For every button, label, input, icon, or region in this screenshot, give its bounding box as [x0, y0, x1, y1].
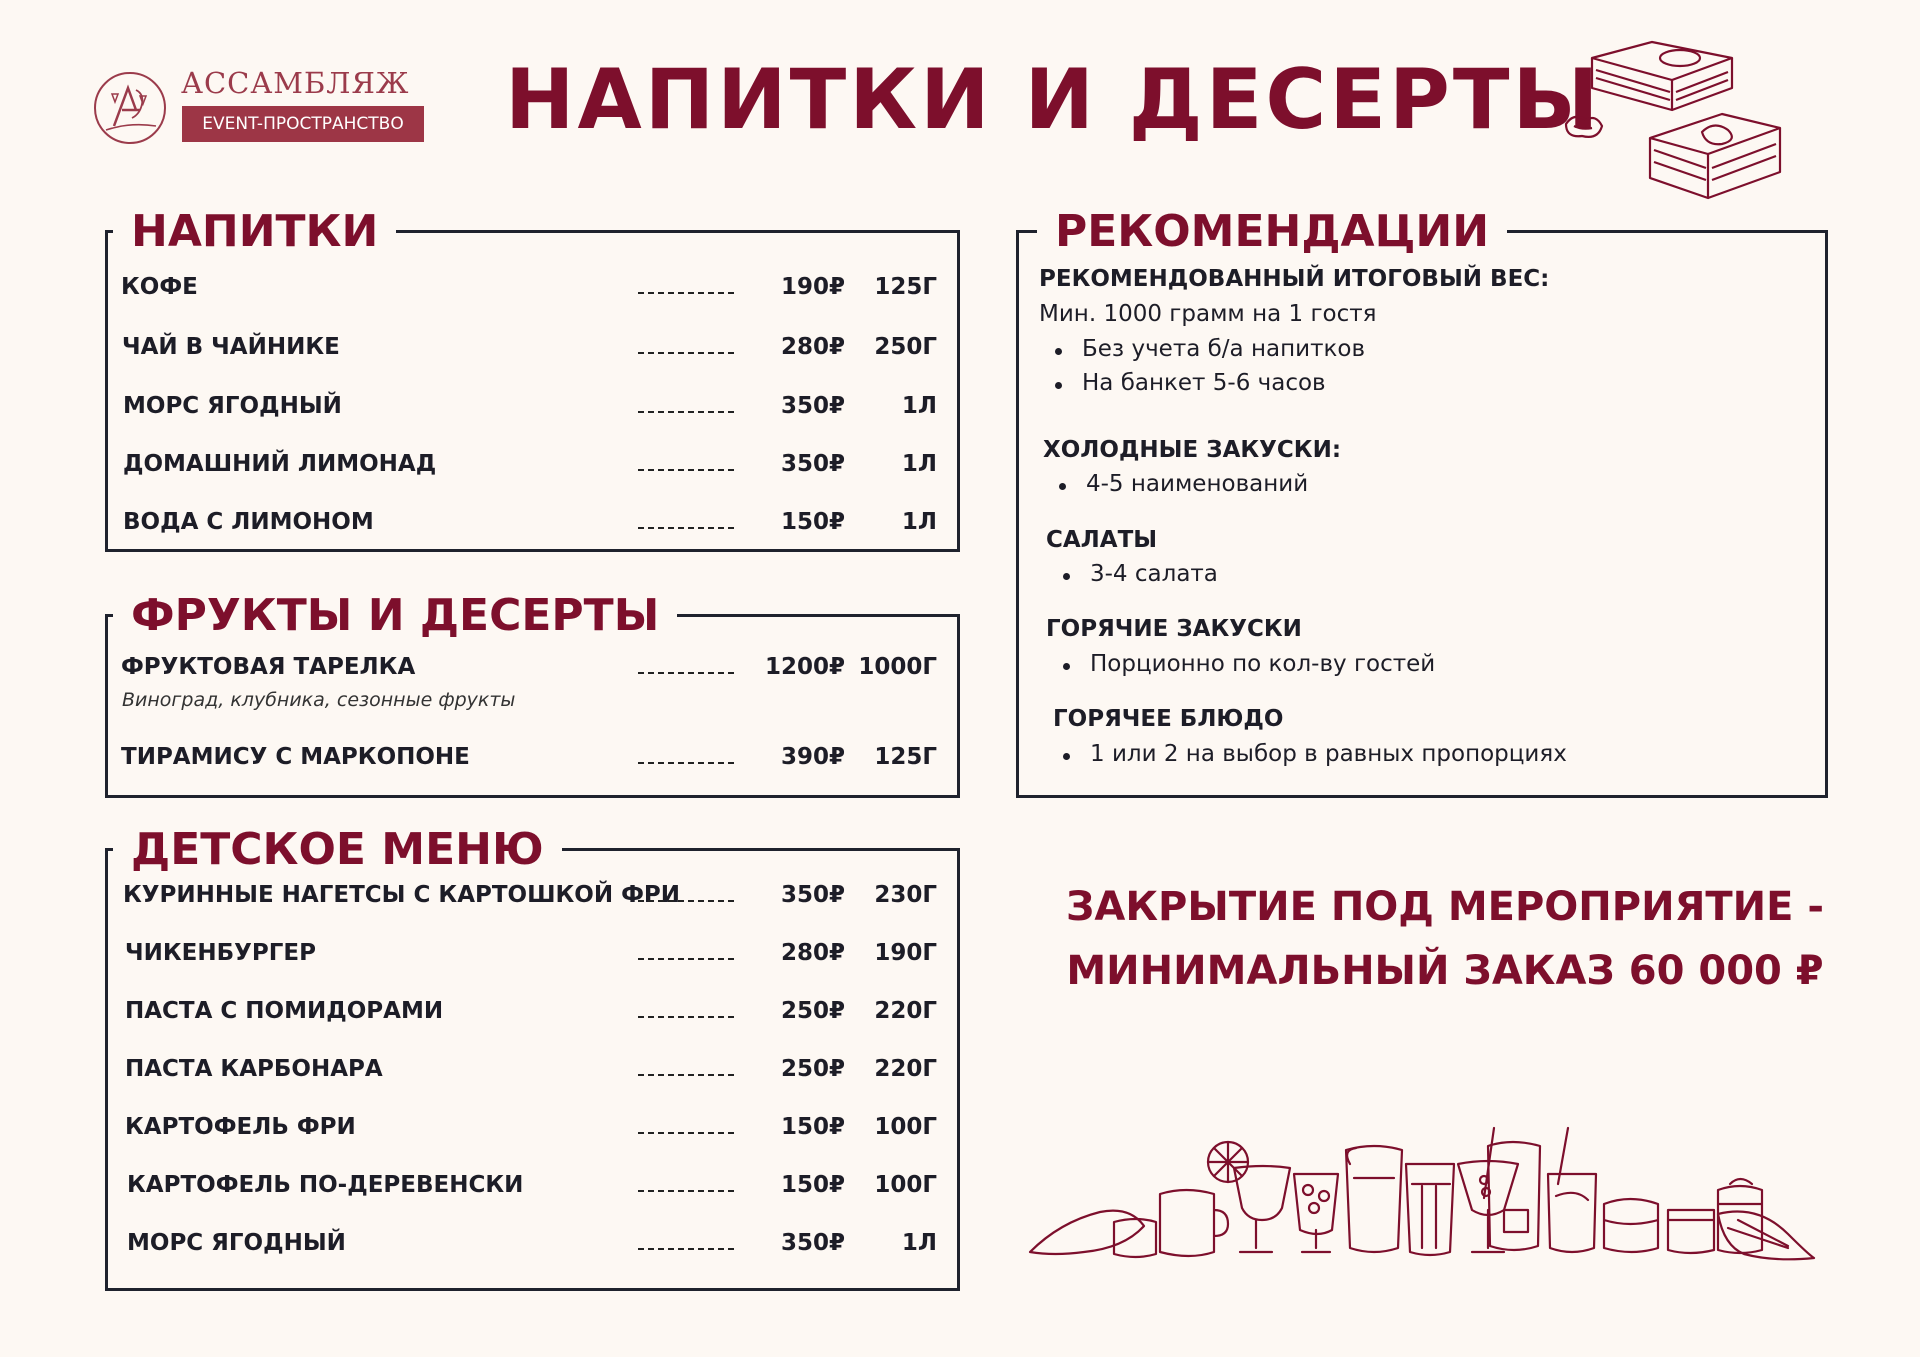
cold-snacks-heading: ХОЛОДНЫЕ ЗАКУСКИ:	[1043, 437, 1342, 463]
salads-heading: САЛАТЫ	[1046, 527, 1158, 553]
item-price: 150₽	[780, 1172, 845, 1198]
item-leader	[638, 411, 734, 413]
item-description: Виноград, клубника, сезонные фрукты	[122, 689, 516, 711]
weight-text: Мин. 1000 грамм на 1 гостя	[1039, 301, 1377, 327]
minimum-order-line-1: ЗАКРЫТИЕ ПОД МЕРОПРИЯТИЕ -	[1065, 884, 1824, 930]
item-leader	[638, 958, 734, 960]
item-qty: 220Г	[874, 998, 937, 1024]
drinks-illustration-icon	[1028, 1124, 1818, 1264]
item-leader	[638, 1248, 734, 1250]
menu-item	[108, 742, 957, 772]
item-leader	[638, 900, 734, 902]
menu-item	[108, 938, 957, 968]
item-name: КАРТОФЕЛЬ ПО-ДЕРЕВЕНСКИ	[127, 1172, 524, 1198]
item-price: 150₽	[780, 509, 845, 535]
cold-snacks-bullet: 4-5 наименований	[1086, 471, 1309, 497]
item-name: ДОМАШНИЙ ЛИМОНАД	[123, 451, 437, 477]
menu-item	[108, 652, 957, 682]
item-price: 390₽	[780, 744, 845, 770]
cake-illustration-icon	[1562, 28, 1788, 204]
menu-item	[108, 332, 957, 362]
item-leader	[638, 1074, 734, 1076]
menu-item	[108, 1170, 957, 1200]
hot-dish-bullet: 1 или 2 на выбор в равных пропорциях	[1090, 741, 1567, 767]
drinks-section	[105, 206, 960, 552]
recommendations-section-title: РЕКОМЕНДАЦИИ	[1037, 208, 1507, 256]
item-name: ВОДА С ЛИМОНОМ	[123, 509, 374, 535]
kids-section	[105, 824, 960, 1291]
item-qty: 100Г	[874, 1114, 937, 1140]
item-qty: 1000Г	[858, 654, 937, 680]
item-qty: 125Г	[874, 274, 937, 300]
item-qty: 125Г	[874, 744, 937, 770]
hot-snacks-bullet: Порционно по кол-ву гостей	[1090, 651, 1436, 677]
item-price: 280₽	[780, 334, 845, 360]
menu-item	[108, 507, 957, 537]
menu-item	[108, 1112, 957, 1142]
item-leader	[638, 762, 734, 764]
menu-item	[108, 391, 957, 421]
menu-item	[108, 272, 957, 302]
logo-name: АССАМБЛЯЖ	[181, 66, 410, 100]
item-name: МОРС ЯГОДНЫЙ	[123, 393, 342, 419]
item-name: ПАСТА С ПОМИДОРАМИ	[125, 998, 444, 1024]
item-name: ЧИКЕНБУРГЕР	[125, 940, 316, 966]
item-leader	[638, 292, 734, 294]
desserts-section-title: ФРУКТЫ И ДЕСЕРТЫ	[113, 592, 677, 640]
item-name: ФРУКТОВАЯ ТАРЕЛКА	[121, 654, 416, 680]
weight-bullet: На банкет 5-6 часов	[1082, 370, 1326, 396]
item-name: ЧАЙ В ЧАЙНИКЕ	[122, 334, 340, 360]
minimum-order-line-2: МИНИМАЛЬНЫЙ ЗАКАЗ 60 000 ₽	[1066, 948, 1824, 994]
menu-item	[108, 880, 957, 910]
logo	[92, 66, 432, 146]
logo-subtitle: EVENT-ПРОСТРАНСТВО	[182, 106, 424, 142]
item-qty: 1Л	[901, 451, 937, 477]
weight-bullet: Без учета б/а напитков	[1082, 336, 1365, 362]
page-title: НАПИТКИ И ДЕСЕРТЫ	[505, 51, 1602, 148]
item-qty: 1Л	[901, 1230, 937, 1256]
item-price: 150₽	[780, 1114, 845, 1140]
menu-item	[108, 1228, 957, 1258]
item-price: 350₽	[780, 1230, 845, 1256]
item-qty: 230Г	[874, 882, 937, 908]
logo-emblem-icon	[92, 70, 168, 146]
item-price: 250₽	[780, 1056, 845, 1082]
recommendations-section	[1016, 206, 1828, 798]
item-qty: 250Г	[874, 334, 937, 360]
item-name: ПАСТА КАРБОНАРА	[125, 1056, 383, 1082]
item-price: 350₽	[780, 451, 845, 477]
minimum-order-notice	[1050, 875, 1840, 1003]
kids-section-title: ДЕТСКОЕ МЕНЮ	[113, 826, 562, 874]
weight-heading: РЕКОМЕНДОВАННЫЙ ИТОГОВЫЙ ВЕС:	[1039, 266, 1550, 292]
item-price: 1200₽	[764, 654, 845, 680]
item-name: ТИРАМИСУ С МАРКОПОНЕ	[121, 744, 470, 770]
hot-dish-heading: ГОРЯЧЕЕ БЛЮДО	[1053, 706, 1284, 732]
item-leader	[638, 1132, 734, 1134]
menu-item	[108, 449, 957, 479]
item-leader	[638, 1190, 734, 1192]
item-price: 280₽	[780, 940, 845, 966]
item-qty: 100Г	[874, 1172, 937, 1198]
item-price: 190₽	[780, 274, 845, 300]
item-name: КОФЕ	[121, 274, 198, 300]
menu-item	[108, 996, 957, 1026]
item-leader	[638, 352, 734, 354]
item-leader	[638, 469, 734, 471]
item-leader	[638, 527, 734, 529]
salads-bullet: 3-4 салата	[1090, 561, 1218, 587]
menu-item	[108, 1054, 957, 1084]
item-qty: 1Л	[901, 393, 937, 419]
item-price: 350₽	[780, 882, 845, 908]
item-price: 250₽	[780, 998, 845, 1024]
desserts-section	[105, 590, 960, 798]
hot-snacks-heading: ГОРЯЧИЕ ЗАКУСКИ	[1046, 616, 1302, 642]
item-qty: 220Г	[874, 1056, 937, 1082]
item-price: 350₽	[780, 393, 845, 419]
item-qty: 190Г	[874, 940, 937, 966]
item-leader	[638, 672, 734, 674]
item-leader	[638, 1016, 734, 1018]
item-name: МОРС ЯГОДНЫЙ	[127, 1230, 346, 1256]
drinks-section-title: НАПИТКИ	[113, 208, 396, 256]
item-qty: 1Л	[901, 509, 937, 535]
item-name: КУРИННЫЕ НАГЕТСЫ С КАРТОШКОЙ ФРИ	[123, 882, 681, 908]
item-name: КАРТОФЕЛЬ ФРИ	[125, 1114, 356, 1140]
